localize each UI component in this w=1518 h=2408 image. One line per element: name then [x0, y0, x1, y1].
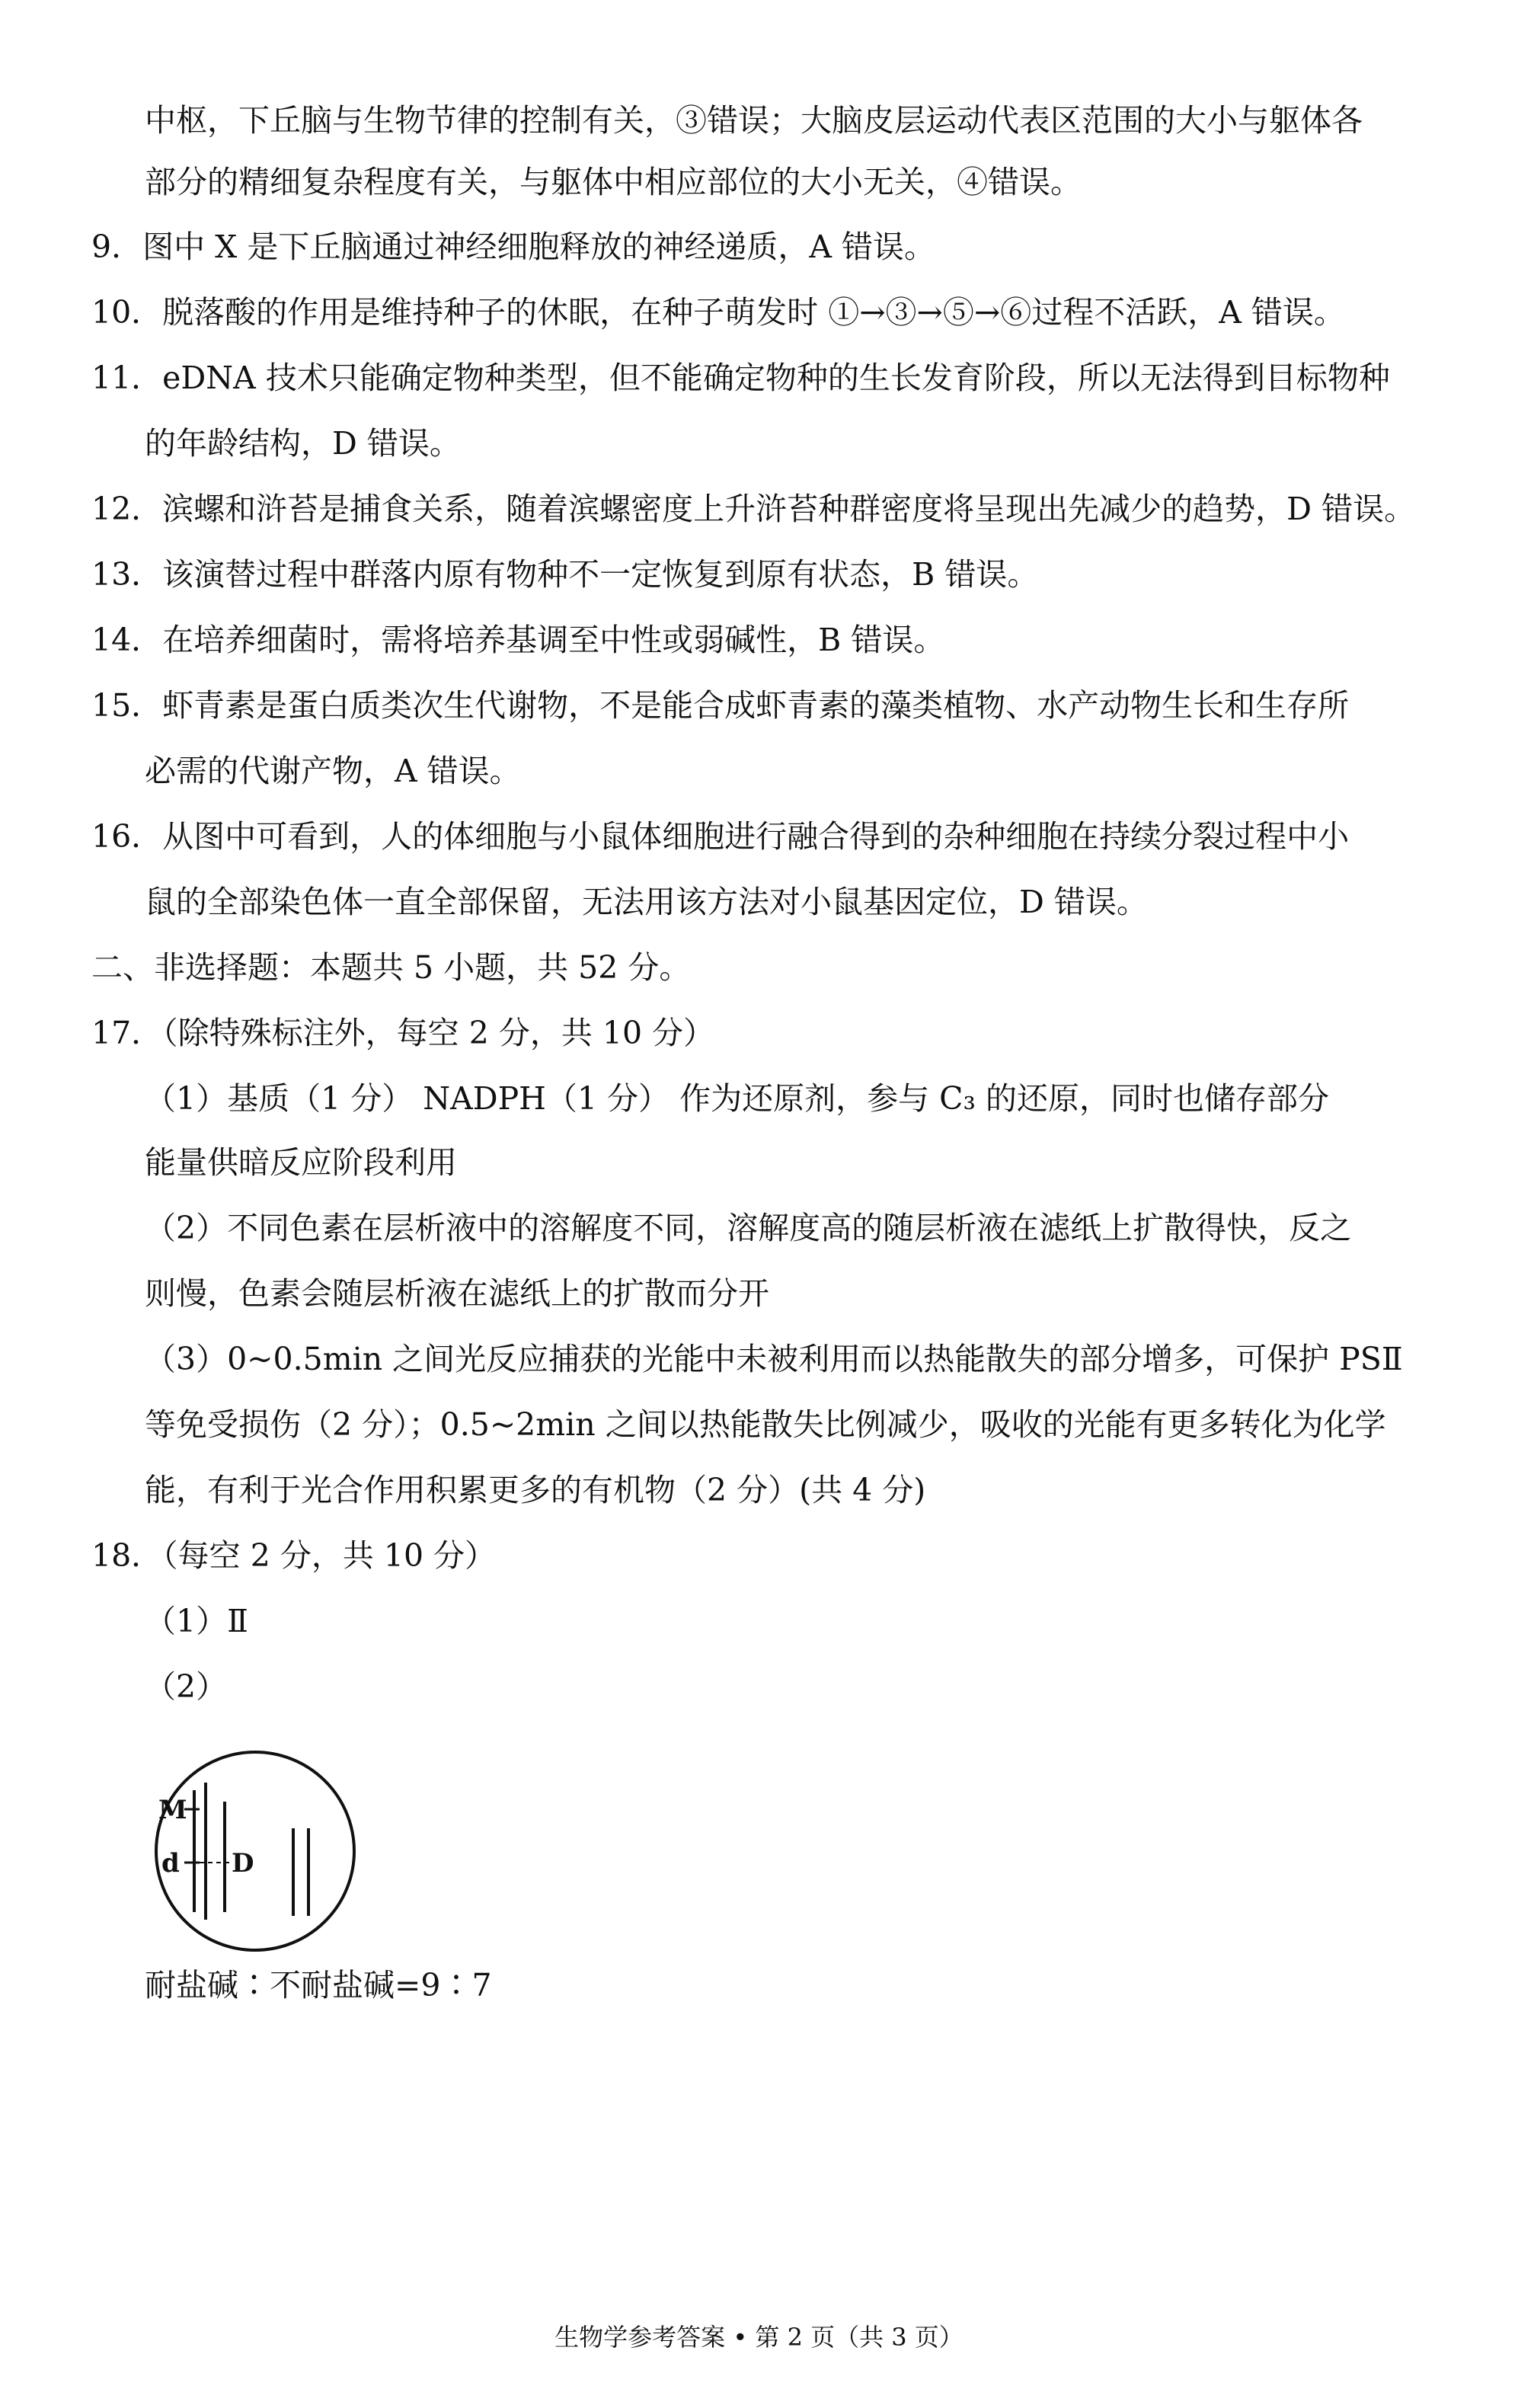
answer-line: 等免受损伤（2 分）；0.5~2min 之间以热能散失比例减少，吸收的光能有更多转化为化学 [145, 1406, 1386, 1443]
cell-chromosome-diagram [152, 1748, 358, 1954]
cell-membrane [156, 1752, 354, 1950]
answer-line: 必需的代谢产物，A 错误。 [145, 753, 521, 789]
answer-line: 中枢，下丘脑与生物节律的控制有关，③错误；大脑皮层运动代表区范围的大小与躯体各 [145, 102, 1363, 139]
gene-label-m: M [158, 1795, 187, 1825]
answer-line: 14．在培养细菌时，需将培养基调至中性或弱碱性，B 错误。 [91, 622, 945, 658]
answer-line: （3）0~0.5min 之间光反应捕获的光能中未被利用而以热能散失的部分增多，可保护 PSⅡ [145, 1341, 1403, 1377]
answer-line: 10．脱落酸的作用是维持种子的休眠，在种子萌发时 ①→③→⑤→⑥过程不活跃，A 错误。 [91, 294, 1345, 331]
answer-line: 18．（每空 2 分，共 10 分） [91, 1537, 497, 1574]
answer-line: 17．（除特殊标注外，每空 2 分，共 10 分） [91, 1015, 715, 1051]
answer-line: （2） [145, 1668, 228, 1705]
answer-line: （1）基质（1 分） NADPH（1 分） 作为还原剂，参与 C₃ 的还原，同时也储存部分 [145, 1080, 1329, 1117]
answer-line: 16．从图中可看到，人的体细胞与小鼠体细胞进行融合得到的杂种细胞在持续分裂过程中小 [91, 818, 1350, 855]
answer-line: 15．虾青素是蛋白质类次生代谢物，不是能合成虾青素的藻类植物、水产动物生长和生存所 [91, 687, 1350, 724]
answer-line: 能量供暗反应阶段利用 [145, 1144, 457, 1181]
answer-line: 能，有利于光合作用积累更多的有机物（2 分）(共 4 分) [145, 1472, 926, 1508]
answer-line: 鼠的全部染色体一直全部保留，无法用该方法对小鼠基因定位，D 错误。 [145, 884, 1148, 920]
gene-label-big-d: D [232, 1848, 254, 1879]
cell-diagram-svg [152, 1748, 358, 1954]
answer-line: 则慢，色素会随层析液在滤纸上的扩散而分开 [145, 1275, 769, 1312]
answer-line: 9．图中 X 是下丘脑通过神经细胞释放的神经递质，A 错误。 [91, 229, 935, 265]
page-footer: 生物学参考答案 • 第 2 页（共 3 页） [554, 2323, 964, 2352]
section-heading: 二、非选择题：本题共 5 小题，共 52 分。 [91, 949, 691, 986]
answer-line: 12．滨螺和浒苔是捕食关系，随着滨螺密度上升浒苔种群密度将呈现出先减少的趋势，D 错误。 [91, 491, 1416, 527]
answer-line: 13．该演替过程中群落内原有物种不一定恢复到原有状态，B 错误。 [91, 556, 1039, 593]
gene-label-d: d [161, 1848, 180, 1879]
answer-line: 部分的精细复杂程度有关，与躯体中相应部位的大小无关，④错误。 [145, 164, 1082, 200]
answer-line: （2）不同色素在层析液中的溶解度不同，溶解度高的随层析液在滤纸上扩散得快，反之 [145, 1210, 1352, 1246]
answer-line: （1）Ⅱ [145, 1603, 248, 1639]
answer-line: 11．eDNA 技术只能确定物种类型，但不能确定物种的生长发育阶段，所以无法得到目标物种 [91, 360, 1390, 396]
segregation-ratio: 耐盐碱∶不耐盐碱=9∶7 [145, 1967, 492, 2003]
answer-line: 的年龄结构，D 错误。 [145, 425, 461, 462]
